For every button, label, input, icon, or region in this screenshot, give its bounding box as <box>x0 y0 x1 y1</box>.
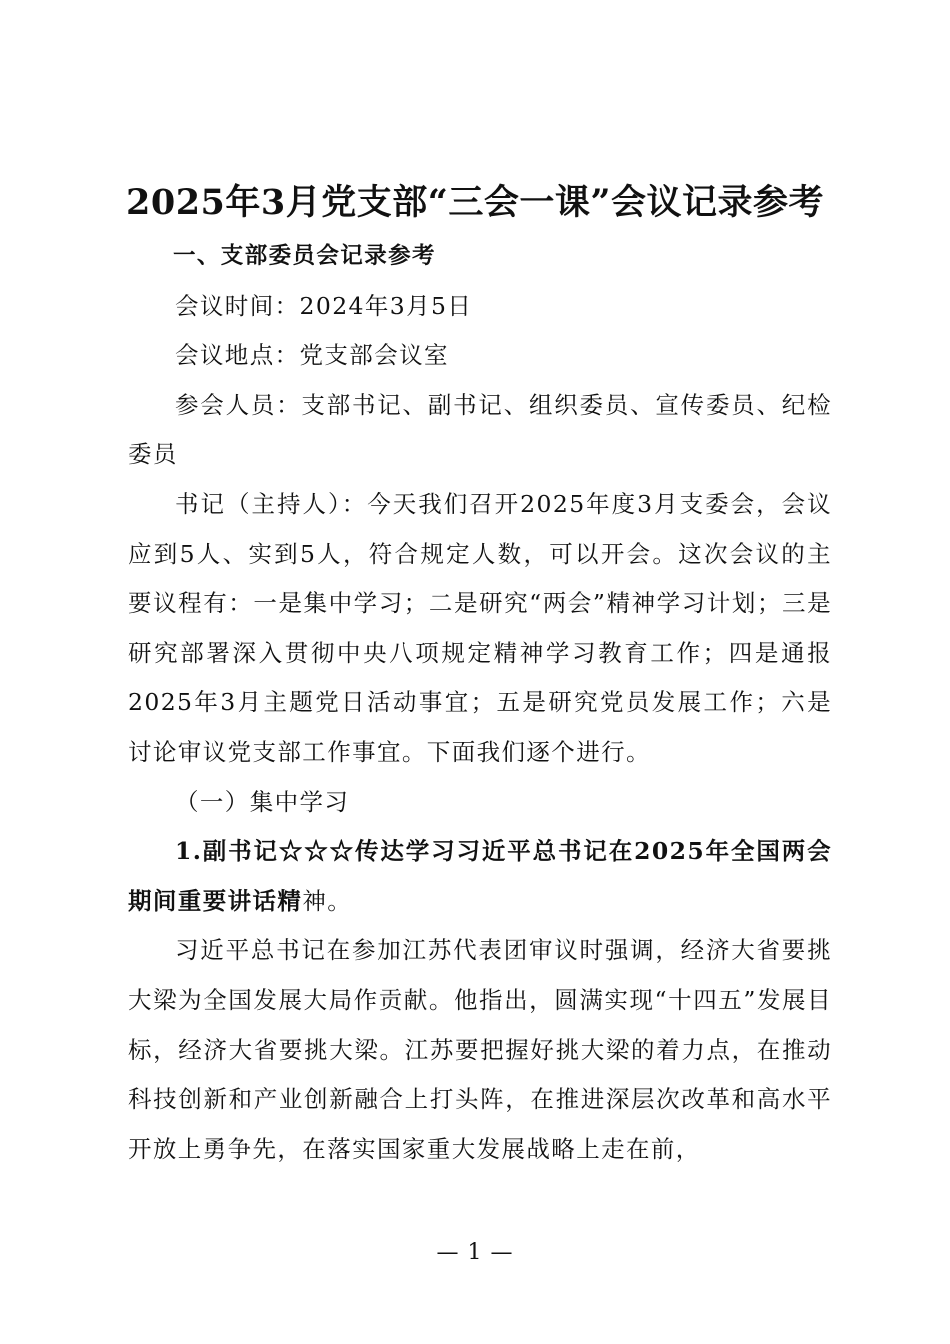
subsection-heading: （一）集中学习 <box>175 787 350 816</box>
body-paragraph: 习近平总书记在参加江苏代表团审议时强调，经济大省要挑大梁为全国发展大局作贡献。他指出，圆满实现“十四五”发展目标，经济大省要挑大梁。江苏要把握好挑大梁的着力点，在推动科技创新和产业创新融合上打头阵，在推进深层次改革和高水平开放上勇争先，在落实国家重大发展战略上走在前， <box>128 936 832 1163</box>
host-speech: 书记（主持人）：今天我们召开2025年度3月支委会，会议应到5人、实到5人，符合规定人数，可以开会。这次会议的主要议程有：一是集中学习；二是研究“两会”精神学习计划；三是研究部署深入贯彻中央八项规定精神学习教育工作；四是通报2025年3月主题党日活动事宜；五是研究党员发展工作；六是讨论审议党支部工作事宜。下面我们逐个进行。 <box>128 489 832 766</box>
document-body <box>128 232 832 1174</box>
section-heading: 一、支部委员会记录参考 <box>173 243 436 269</box>
page-number: — 1 — <box>436 1240 514 1265</box>
meeting-place: 会议地点：党支部会议室 <box>175 341 449 370</box>
item-1 <box>128 827 832 926</box>
meeting-time: 会议时间：2024年3月5日 <box>175 291 473 320</box>
item-1-bold: 1.副书记☆☆☆传达学习习近平总书记在2025年全国两会期间重要讲话精 <box>128 837 832 915</box>
document-title: 2025年3月党支部“三会一课”会议记录参考 <box>125 182 825 223</box>
meeting-attendees: 参会人员：支部书记、副书记、组织委员、宣传委员、纪检委员 <box>128 390 832 469</box>
item-1-rest: 神。 <box>302 886 353 915</box>
